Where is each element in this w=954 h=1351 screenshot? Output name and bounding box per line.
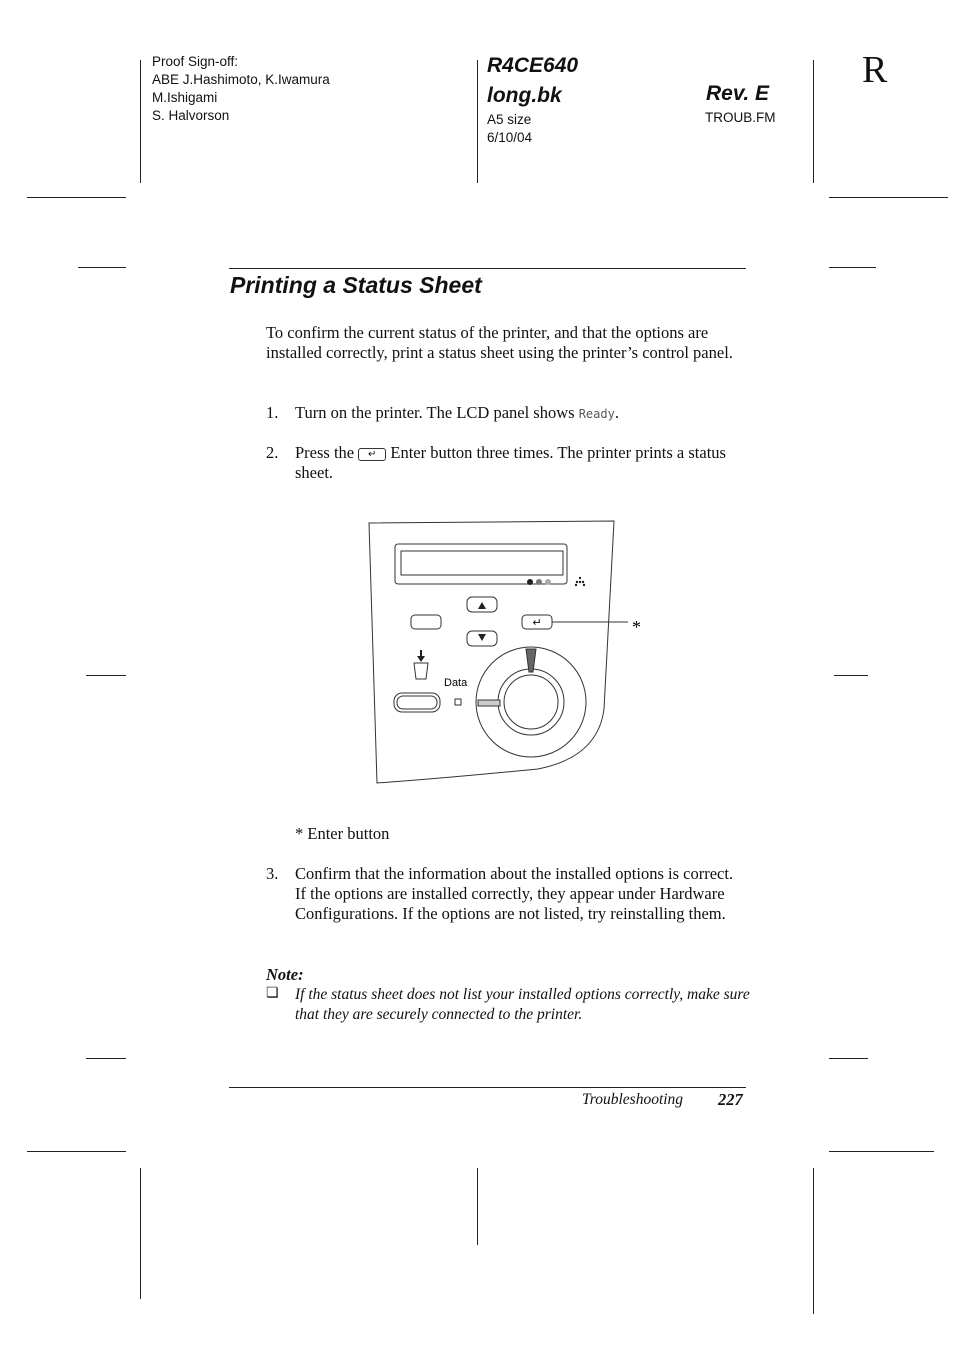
lcd-screen <box>401 551 563 575</box>
error-indicator <box>478 700 500 706</box>
lcd-bezel <box>395 544 567 584</box>
step-number: 2. <box>266 443 279 462</box>
crop-mark <box>829 197 948 198</box>
book-name: long.bk <box>487 84 562 107</box>
step-3 <box>266 864 748 924</box>
step-text-end: Enter button three times. The printer prints a status sheet. <box>295 443 726 482</box>
enter-key-icon: ↵ <box>358 448 386 461</box>
step-text: Turn on the printer. The LCD panel shows <box>295 403 579 422</box>
up-arrow-icon <box>478 602 486 609</box>
section-title: Printing a Status Sheet <box>230 272 482 298</box>
crop-mark <box>829 1058 868 1059</box>
intro-paragraph: To confirm the current status of the printer, and that the options are installed correctly, print a status sheet using the printer’s control panel. <box>266 323 733 362</box>
note-text: If the status sheet does not list your installed options correctly, make sure that they are securely connected to the printer. <box>295 986 750 1023</box>
proof-line: S. Halvorson <box>152 108 230 123</box>
step-text: Press the <box>295 443 359 462</box>
note-label: Note: <box>266 965 304 984</box>
figure-caption: * Enter button <box>295 824 390 843</box>
crop-mark <box>829 267 876 268</box>
status-dot <box>545 579 551 585</box>
job-cancel-icon <box>414 650 428 679</box>
control-panel-figure <box>366 519 656 785</box>
checkbox-bullet-icon: ❏ <box>266 986 279 1001</box>
callout-mark: * <box>632 617 641 637</box>
status-dot <box>536 579 542 585</box>
title-rule <box>229 268 746 269</box>
start-stop-button[interactable] <box>498 669 564 735</box>
step-text: Confirm that the information about the installed options is correct. If the options are installed correctly, they appear under Hardware Configurations. If the options are not listed, try reinstalling them. <box>295 864 734 923</box>
step-text-end: . <box>614 403 619 422</box>
footer-section-name: Troubleshooting <box>582 1091 684 1108</box>
crop-mark <box>27 1151 126 1152</box>
proof-line: M.Ishigami <box>152 90 218 105</box>
data-label: Data <box>444 677 468 689</box>
footer-rule <box>229 1087 746 1088</box>
crop-mark <box>834 675 868 676</box>
step-1 <box>266 403 748 424</box>
document-code-block <box>487 51 578 147</box>
tab-letter: R <box>862 49 888 91</box>
step-2 <box>266 443 748 483</box>
proof-signoff <box>152 53 330 125</box>
revision: Rev. E <box>706 82 770 105</box>
file-name: TROUB.FM <box>705 110 776 125</box>
enter-symbol: ↵ <box>532 616 542 629</box>
panel-outline <box>369 521 614 783</box>
crop-mark <box>27 197 126 198</box>
ready-indicator <box>526 649 536 672</box>
crop-mark <box>86 1058 126 1059</box>
document-date: 6/10/04 <box>487 130 533 145</box>
crop-mark <box>78 267 126 268</box>
toner-icon <box>575 577 585 586</box>
crop-mark <box>140 1168 141 1299</box>
page-size: A5 size <box>487 112 532 127</box>
step-number: 1. <box>266 403 279 422</box>
status-dot <box>527 579 533 585</box>
crop-mark <box>813 60 814 183</box>
down-arrow-icon <box>478 634 486 641</box>
crop-mark <box>829 1151 934 1152</box>
crop-mark <box>86 675 126 676</box>
back-button[interactable] <box>411 615 441 629</box>
page-number: 227 <box>718 1090 743 1109</box>
lcd-ready-code: Ready <box>578 407 615 421</box>
crop-mark <box>477 60 478 183</box>
step-number: 3. <box>266 864 279 883</box>
crop-mark <box>140 60 141 183</box>
proof-line: ABE J.Hashimoto, K.Iwamura <box>152 72 330 87</box>
data-light <box>455 699 461 705</box>
crop-mark <box>813 1168 814 1314</box>
crop-mark <box>477 1168 478 1245</box>
document-code: R4CE640 <box>487 54 579 77</box>
proof-line: Proof Sign-off: <box>152 54 239 69</box>
